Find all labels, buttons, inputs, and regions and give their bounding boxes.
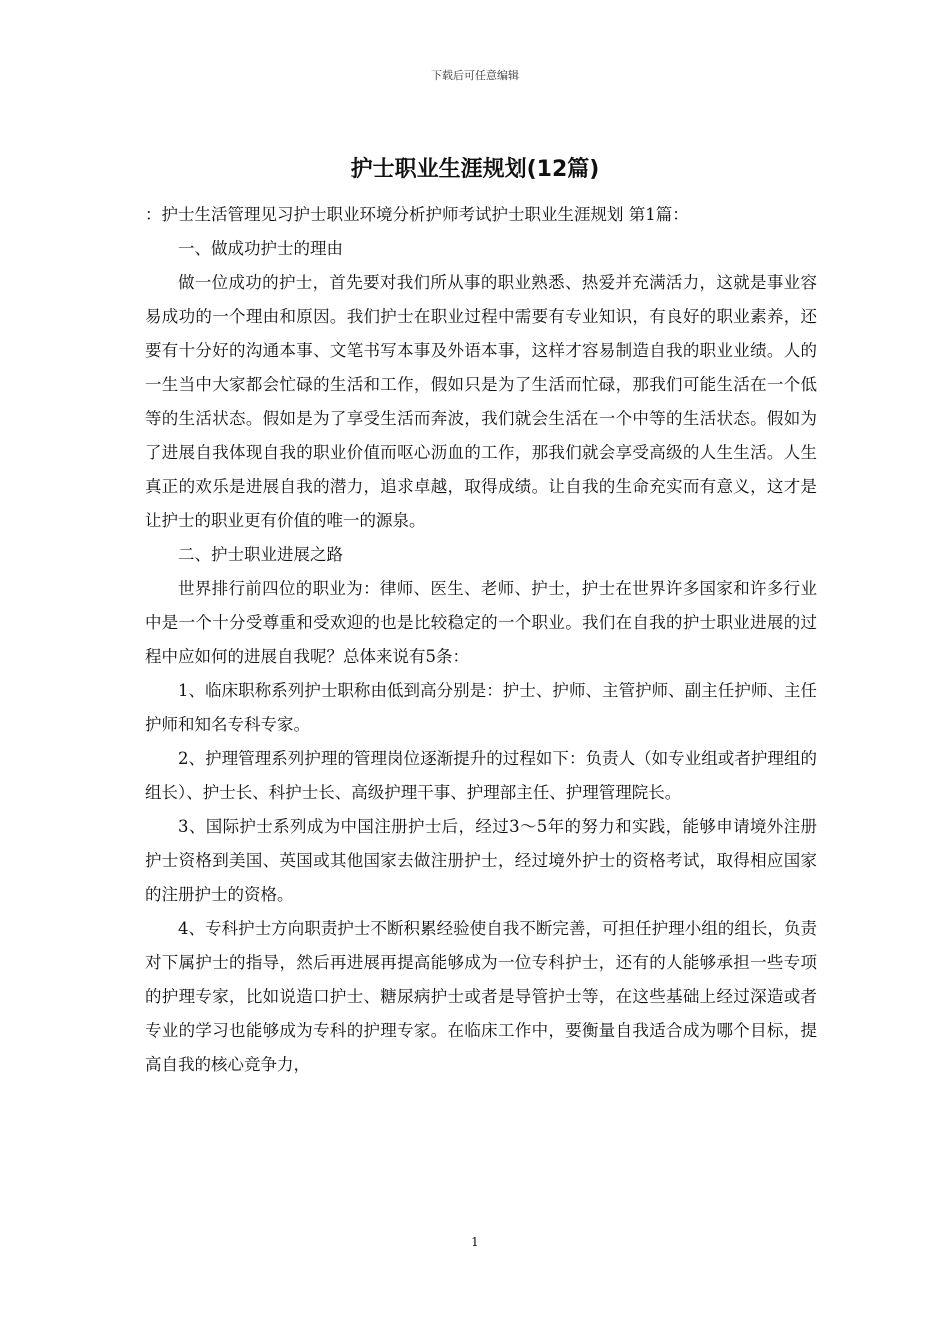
document-title: 护士职业生涯规划(12篇)	[350, 157, 600, 182]
section-heading: 一、做成功护士的理由	[178, 239, 343, 258]
list-item: 4、专科护士方向职责护士不断积累经验使自我不断完善，可担任护理小组的组长，负责对下属护士的指导，然后再进展再提高能够成为一位专科护士，还有的人能够承担一些专项的护理专家，比如说造口护士、糖尿病护士或者是导管护士等，在这些基础上经过深造或者专业的学习也能够成为专科的护理专家。在临床工作中，要衡量自我适合成为哪个目标，提高自我的核心竞争力，	[145, 919, 817, 1074]
list-item: 2、护理管理系列护理的管理岗位逐渐提升的过程如下：负责人（如专业组或者护理组的组长）、护士长、科护士长、高级护理干事、护理部主任、护理管理院长。	[145, 749, 817, 802]
page-number: 1	[471, 1235, 479, 1249]
paragraph: 世界排行前四位的职业为：律师、医生、老师、护士，护士在世界许多国家和许多行业中是一个十分受尊重和受欢迎的也是比较稳定的一个职业。我们在自我的护士职业进展的过程中应如何的进展自我呢？总体来说有5条：	[145, 579, 817, 666]
section-heading: 二、护士职业进展之路	[178, 545, 343, 564]
header-note: 下载后可任意编辑	[431, 69, 519, 82]
intro-line: ：护士生活管理见习护士职业环境分析护师考试护士职业生涯规划 第1篇：	[145, 205, 689, 224]
list-item: 3、国际护士系列成为中国注册护士后，经过3～5年的努力和实践，能够申请境外注册护士资格到美国、英国或其他国家去做注册护士，经过境外护士的资格考试，取得相应国家的注册护士的资格。	[145, 817, 817, 904]
document-body	[145, 198, 817, 1082]
list-item: 1、临床职称系列护士职称由低到高分别是：护士、护师、主管护师、副主任护师、主任护师和知名专科专家。	[145, 681, 817, 734]
paragraph: 做一位成功的护士，首先要对我们所从事的职业熟悉、热爱并充满活力，这就是事业容易成功的一个理由和原因。我们护士在职业过程中需要有专业知识，有良好的职业素养，还要有十分好的沟通本事、文笔书写本事及外语本事，这样才容易制造自我的职业业绩。人的一生当中大家都会忙碌的生活和工作，假如只是为了生活而忙碌，那我们可能生活在一个低等的生活状态。假如是为了享受生活而奔波，我们就会生活在一个中等的生活状态。假如为了进展自我体现自我的职业价值而呕心沥血的工作，那我们就会享受高级的人生生活。人生真正的欢乐是进展自我的潜力，追求卓越，取得成绩。让自我的生命充实而有意义，这才是让护士的职业更有价值的唯一的源泉。	[145, 273, 817, 530]
